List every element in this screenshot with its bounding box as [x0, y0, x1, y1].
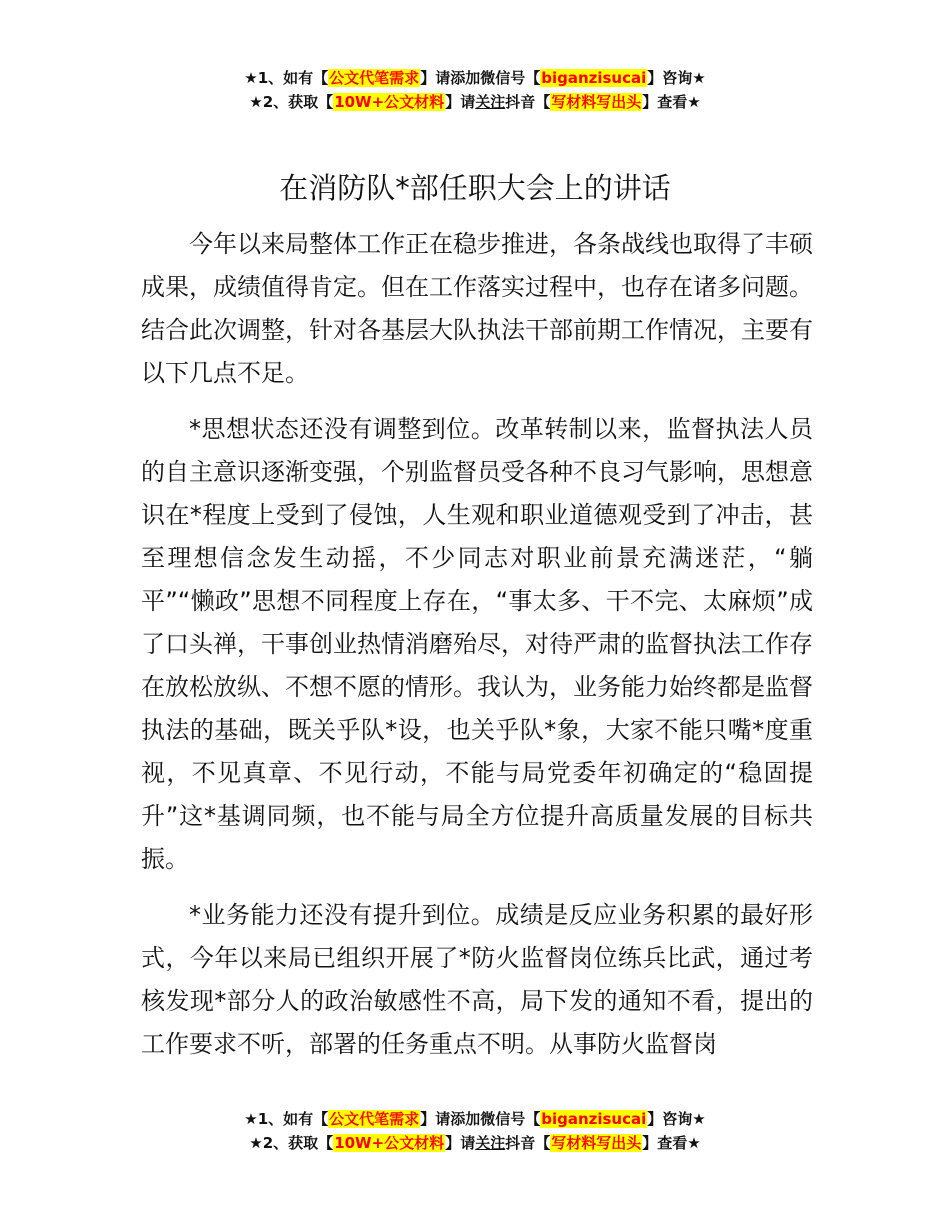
paragraph: *思想状态还没有调整到位。改革转制以来，监督执法人员的自主意识逐渐变强，个别监督员受各种不良习气影响，思想意识在*程度上受到了侵蚀，人生观和职业道德观受到了冲击，甚至理想信念发生动摇，不少同志对职业前景充满迷茫，“躺平”“懒政”思想不同程度上存在，“事太多、干不完、太麻烦”成了口头禅，干事创业热情消磨殆尽，对待严肃的监督执法工作存在放松放纵、不想不愿的情形。我认为，业务能力始终都是监督执法的基础，既关乎队*设，也关乎队*象，大家不能只嘴*度重视，不见真章、不见行动，不能与局党委年初确定的“稳固提升”这*基调同频，也不能与局全方位提升高质量发展的目标共振。: [141, 415, 813, 873]
banner-line-2: ★2、获取【10W+公文材料】请关注抖音【写材料写出头】查看★: [249, 93, 701, 111]
banner-line-1: ★1、如有【公文代笔需求】请添加微信号【biganzisucai】咨询★: [244, 1110, 706, 1128]
banner-highlight: 公文代笔需求: [329, 69, 420, 87]
banner-line-1: ★1、如有【公文代笔需求】请添加微信号【biganzisucai】咨询★: [244, 69, 706, 87]
top-banner: [0, 66, 950, 114]
banner-highlight: 10W+公文材料: [334, 93, 445, 111]
document-title: 在消防队*部任职大会上的讲话: [279, 171, 671, 205]
document-body: [141, 223, 813, 1079]
banner-highlight: biganzisucai: [541, 69, 647, 87]
banner-highlight: 写材料写出头: [551, 93, 642, 111]
bottom-banner: [0, 1107, 950, 1155]
banner-underlined-text: 关注: [475, 1134, 506, 1152]
banner-highlight: 10W+公文材料: [334, 1134, 445, 1152]
banner-highlight: 公文代笔需求: [329, 1110, 420, 1128]
banner-line-2: ★2、获取【10W+公文材料】请关注抖音【写材料写出头】查看★: [249, 1134, 701, 1152]
banner-highlight: biganzisucai: [541, 1110, 647, 1128]
banner-highlight: 写材料写出头: [551, 1134, 642, 1152]
banner-underlined-text: 关注: [475, 93, 506, 111]
paragraph: 今年以来局整体工作正在稳步推进，各条战线也取得了丰硕成果，成绩值得肯定。但在工作落实过程中，也存在诸多问题。结合此次调整，针对各基层大队执法干部前期工作情况，主要有以下几点不足。: [141, 230, 813, 387]
paragraph: *业务能力还没有提升到位。成绩是反应业务积累的最好形式，今年以来局已组织开展了*防火监督岗位练兵比武，通过考核发现*部分人的政治敏感性不高，局下发的通知不看，提出的工作要求不听，部署的任务重点不明。从事防火监督岗: [141, 901, 813, 1058]
